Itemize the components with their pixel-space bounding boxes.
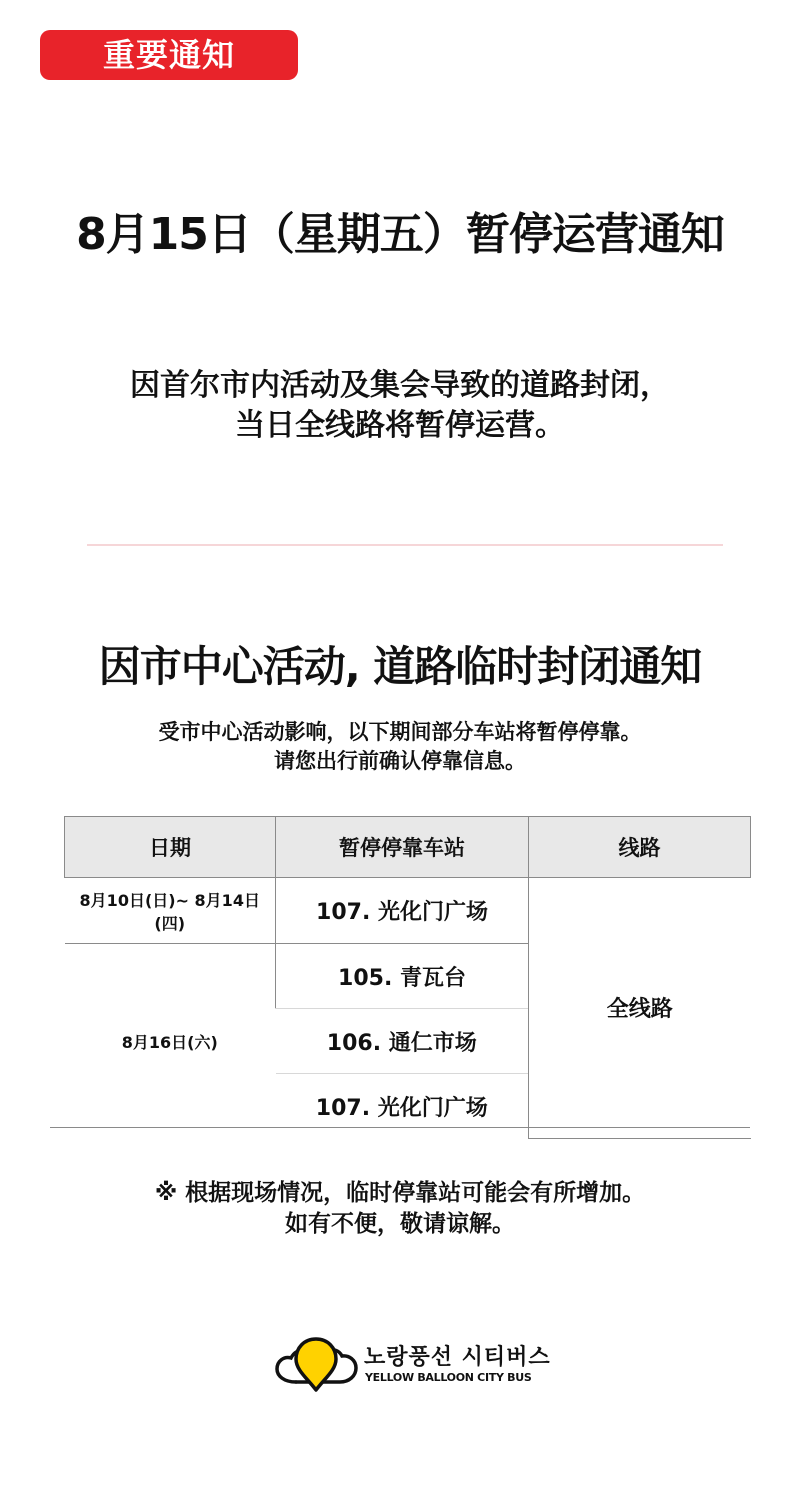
header-suspended-stops: 暂停停靠车站 [276,817,529,878]
footnote-line-2: 如有不便，敬请谅解。 [285,1211,515,1237]
table-bottom-border [50,1127,750,1128]
header-route: 线路 [529,817,751,878]
suspension-notice-line-2: 当日全线路将暂停运营。 [235,408,565,443]
stop-cell: 105. 青瓦台 [276,944,529,1009]
date-cell: 8月10日(日)~ 8月14日(四) [65,878,276,944]
footnote [0,1178,800,1240]
stop-cell: 106. 通仁市场 [276,1009,529,1074]
suspension-notice-title: 8月15日（星期五）暂停运营通知 [76,209,724,260]
company-logo [274,1334,551,1394]
important-notice-badge: 重要通知 [40,30,298,80]
stop-suspension-table [64,816,751,1139]
road-closure-notice-title: 因市中心活动, 道路临时封闭通知 [98,642,702,691]
suspension-notice-text [0,366,800,446]
stop-cell: 107. 光化门广场 [315,1095,488,1121]
section-divider [87,544,723,546]
road-closure-line-1: 受市中心活动影响，以下期间部分车站将暂停停靠。 [158,720,642,744]
suspension-notice-line-1: 因首尔市内活动及集会导致的道路封闭， [130,368,670,403]
road-closure-line-2: 请您出行前确认停靠信息。 [274,749,526,773]
yellow-balloon-cloud-icon [274,1334,360,1394]
header-date: 日期 [65,817,276,878]
logo-english-name: YELLOW BALLOON CITY BUS [365,1371,532,1384]
logo-korean-name: 노랑풍선 시티버스 [364,1345,551,1370]
stop-cell: 107. 光化门广场 [276,878,529,944]
date-cell: 8月16日(六) [121,1032,218,1052]
table-row [65,878,751,944]
footnote-line-1: ※ 根据现场情况，临时停靠站可能会有所增加。 [154,1180,646,1206]
road-closure-notice-text [0,718,800,776]
route-cell: 全线路 [529,878,751,1139]
table-header-row [65,817,751,878]
